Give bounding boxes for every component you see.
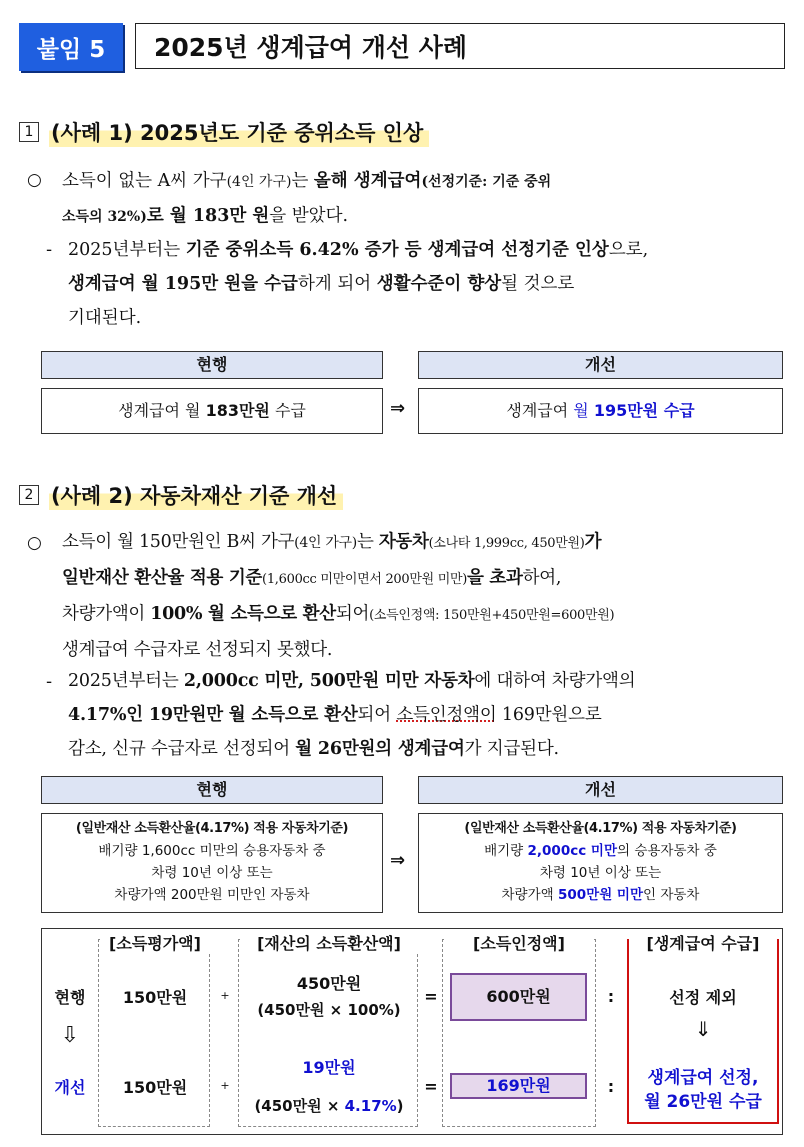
improved-header: 개선 (418, 351, 783, 379)
case1-paragraph-2 (68, 233, 790, 335)
row-improved-label: 개선 (54, 1078, 86, 1097)
bullet-dash: - (46, 672, 53, 692)
text: 생계급여 수급자로 선정되지 못했다. (62, 640, 333, 660)
case1-number: 1 (19, 122, 39, 142)
text: 일반재산 환산율 적용 기준 (62, 568, 263, 588)
improved-recognized-value: 169만원 (450, 1073, 587, 1099)
plus-sign: + (220, 1079, 230, 1092)
text: 되어 (357, 705, 397, 725)
calculation-box (41, 928, 783, 1135)
text: (선정기준: 기준 중위 (421, 174, 552, 190)
current-cell (41, 388, 383, 434)
text: 가 (584, 532, 602, 552)
bullet-circle: ○ (27, 533, 42, 553)
text: 소득이 없는 A씨 가구 (62, 171, 227, 191)
text: 기준 중위소득 6.42% 증가 등 생계급여 선정기준 인상 (185, 240, 609, 260)
improved-header: 개선 (418, 776, 783, 804)
text: 차량가액 (501, 887, 558, 903)
text: 생활수준이 향상 (376, 274, 502, 294)
text: 차령 10년 이상 또는 (151, 865, 273, 881)
text: 169만원으로 (496, 705, 602, 725)
plus-sign: + (220, 989, 230, 1002)
text: 2025년부터는 (68, 671, 184, 691)
colon: : (607, 1077, 615, 1096)
text: 될 것으로 (501, 274, 575, 294)
row-current-label: 현행 (54, 988, 86, 1007)
improved-income-value: 150만원 (122, 1078, 188, 1097)
current-asset-formula: (450만원 × 100%) (257, 1001, 401, 1019)
text: 차량가액 200만원 미만인 자동차 (114, 887, 310, 903)
text: 에 대하여 차량가액의 (474, 671, 636, 691)
text: 인 자동차 (643, 887, 700, 903)
right-arrow-icon: ⇒ (390, 850, 406, 871)
current-criteria-cell (41, 813, 383, 913)
bullet-circle: ○ (27, 170, 42, 190)
income-header: [소득평가액] (100, 931, 210, 954)
text: 4.17%인 19만원만 월 소득으로 환산 (68, 705, 358, 725)
text: 을 (467, 568, 490, 588)
text: 500만원 미만 (557, 887, 644, 903)
down-arrow-icon: ⇓ (694, 1017, 712, 1041)
text: ) (396, 1097, 404, 1115)
text: 월 (573, 401, 594, 420)
text: 되어 (335, 604, 370, 624)
case2-paragraph-1 (62, 525, 796, 667)
case2-heading-text: (사례 2) 자동차재산 기준 개선 (49, 480, 343, 510)
text: 올해 생계급여 (313, 171, 422, 191)
text: 배기량 (484, 843, 528, 859)
text: 는 (356, 532, 379, 552)
down-arrow-icon: ⇩ (60, 1023, 80, 1048)
text: 월 183만 원 (169, 206, 270, 226)
text: 는 (291, 171, 314, 191)
improved-criteria-cell (418, 813, 783, 913)
current-recognized-value: 600만원 (450, 973, 587, 1021)
colon: : (607, 987, 615, 1006)
text: (4인 가구) (226, 174, 292, 190)
case1-paragraph-1 (62, 164, 792, 234)
text: 2,000cc 미만, 500만원 미만 자동차 (183, 671, 475, 691)
text: 감소, 신규 수급자로 선정되어 (68, 739, 296, 759)
text: 기대된다. (68, 308, 142, 328)
text: 하여, (522, 568, 562, 588)
bullet-dash: - (46, 240, 53, 260)
text: 2,000cc 미만 (527, 843, 618, 859)
improved-asset-formula (240, 1095, 418, 1116)
income-column (98, 939, 210, 1127)
case1-heading (19, 117, 429, 147)
text: 로 (146, 206, 170, 226)
text: 배기량 1,600cc 미만의 승용자동차 중 (98, 843, 326, 859)
improved-cell (418, 388, 783, 434)
text: 월 26만원의 생계급여 (295, 739, 465, 759)
text: (1,600cc 미만이면서 200만원 미만) (262, 572, 468, 587)
text: 차령 10년 이상 또는 (539, 865, 662, 881)
case2-number: 2 (19, 485, 39, 505)
text: 수급 (269, 401, 306, 420)
text: 생계급여 (506, 401, 574, 420)
current-header: 현행 (41, 351, 383, 379)
equals-sign: = (424, 987, 438, 1006)
benefit-header: [생계급여 수급] (629, 931, 777, 954)
improved-benefit-result-line1: 생계급여 선정, (647, 1068, 759, 1088)
text: 195만원 수급 (593, 401, 695, 420)
text: 가 지급된다. (464, 739, 559, 759)
text: 소득인정액이 (396, 705, 497, 725)
text: 자동차 (378, 532, 429, 552)
text: 100% 월 소득으로 환산 (150, 604, 336, 624)
text: (소나타 1,999cc, 450만원) (428, 536, 585, 551)
equals-sign: = (424, 1077, 438, 1096)
text: 으로, (608, 240, 649, 260)
current-header: 현행 (41, 776, 383, 804)
text: 4.17% (344, 1097, 397, 1115)
text: (일반재산 소득환산율(4.17%) 적용 자동차기준) (75, 821, 349, 836)
improved-asset-value: 19만원 (302, 1058, 356, 1077)
text: (소득인정액: 150만원+450만원=600만원) (369, 608, 615, 623)
text: 초과 (489, 568, 523, 588)
text: 하게 되어 (297, 274, 377, 294)
text: 의 승용자동차 중 (617, 843, 717, 859)
asset-header: [재산의 소득환산액] (240, 931, 418, 954)
current-income-value: 150만원 (122, 988, 188, 1007)
text: 183만원 (205, 401, 270, 420)
current-benefit-result: 선정 제외 (669, 988, 737, 1007)
text: (450만원 × (254, 1097, 345, 1115)
text: 소득이 월 150만원인 B씨 가구 (62, 532, 295, 552)
case1-heading-text: (사례 1) 2025년도 기준 중위소득 인상 (49, 117, 429, 147)
improved-benefit-result-line2: 월 26만원 수급 (644, 1092, 762, 1112)
text: 생계급여 월 (118, 401, 206, 420)
case2-heading (19, 480, 343, 510)
attachment-tag: 붙임 5 (19, 23, 123, 71)
case2-paragraph-2 (68, 664, 792, 766)
text: 소득의 32%) (62, 209, 147, 225)
text: (일반재산 소득환산율(4.17%) 적용 자동차기준) (464, 821, 737, 836)
text: 생계급여 월 195만 원을 수급 (68, 274, 298, 294)
text: 을 받았다. (269, 206, 349, 226)
text: 차량가액이 (62, 604, 151, 624)
current-asset-value: 450만원 (296, 974, 362, 993)
text: 2025년부터는 (68, 240, 186, 260)
text: (4인 가구) (294, 535, 357, 551)
right-arrow-icon: ⇒ (390, 398, 406, 419)
page-title: 2025년 생계급여 개선 사례 (135, 23, 785, 69)
recognized-header: [소득인정액] (444, 931, 594, 954)
